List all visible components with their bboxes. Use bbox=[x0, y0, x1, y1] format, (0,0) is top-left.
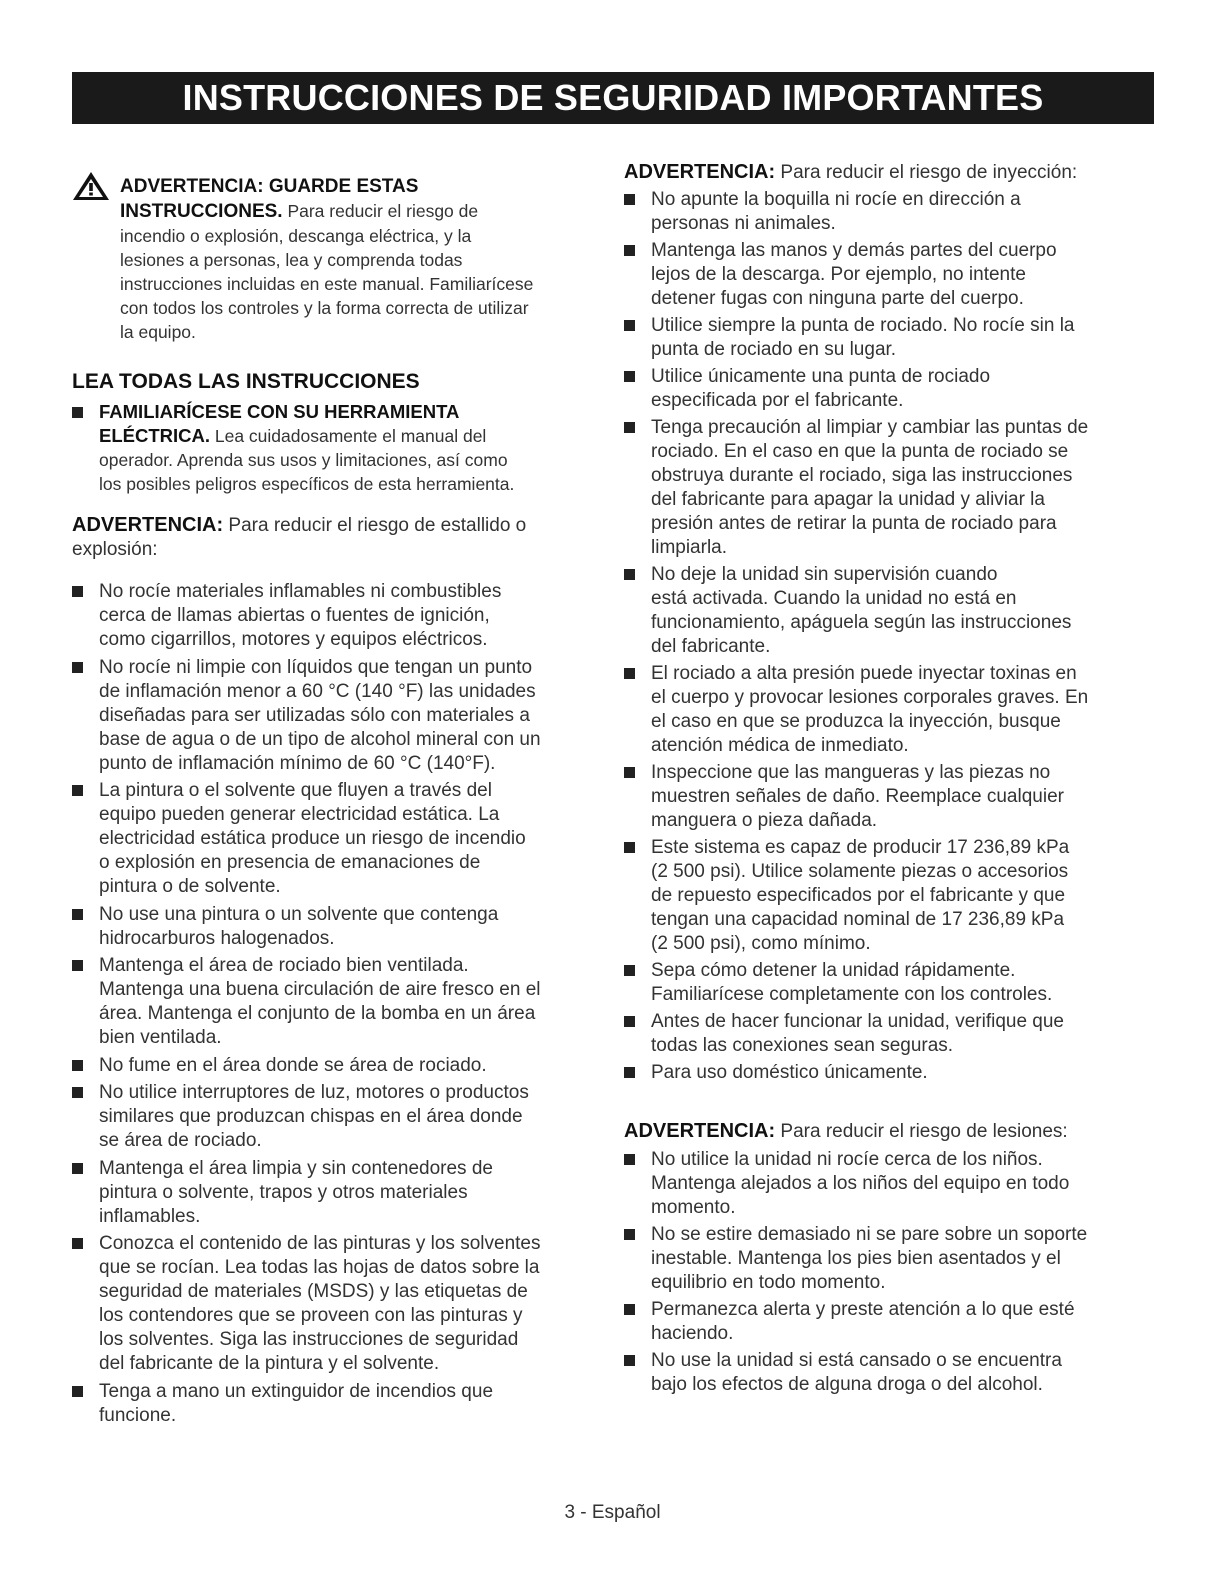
bullet-square-icon bbox=[624, 1304, 635, 1315]
bullet-square-icon bbox=[72, 960, 83, 971]
bullet-square-icon bbox=[72, 1386, 83, 1397]
bullet-line: Familiarícese completamente con los controles. bbox=[651, 984, 1053, 1005]
warning-explosion bbox=[72, 513, 592, 562]
injection-bullet-list bbox=[624, 188, 1154, 1088]
bullet-square-icon bbox=[72, 1087, 83, 1098]
bullet-line: bajo los efectos de alguna droga o del alcohol. bbox=[651, 1374, 1043, 1395]
bullet-square-icon bbox=[624, 1355, 635, 1366]
bullet-item bbox=[624, 1061, 1154, 1085]
bullet-square-icon bbox=[624, 194, 635, 205]
warning-line: lesiones a personas, lea y comprenda todas bbox=[120, 250, 463, 270]
bullet-square-icon bbox=[624, 668, 635, 679]
warning-text: Para reducir el riesgo de inyección: bbox=[780, 162, 1078, 183]
bullet-item bbox=[72, 954, 597, 1050]
bullet-line: El rociado a alta presión puede inyectar toxinas en bbox=[651, 663, 1077, 684]
bullet-line: No fume en el área donde se área de rociado. bbox=[99, 1054, 487, 1076]
warning-injury bbox=[624, 1119, 1154, 1144]
page-banner: INSTRUCCIONES DE SEGURIDAD IMPORTANTES bbox=[72, 72, 1154, 124]
bullet-line: todas las conexiones sean seguras. bbox=[651, 1035, 954, 1056]
bullet-square-icon bbox=[624, 371, 635, 382]
bullet-line: No deje la unidad sin supervisión cuando bbox=[651, 564, 998, 585]
bullet-line: (2 500 psi), como mínimo. bbox=[651, 933, 871, 954]
bullet-line: lejos de la descarga. Por ejemplo, no intente bbox=[651, 264, 1026, 285]
bullet-line: inflamables. bbox=[99, 1205, 201, 1227]
bullet-square-icon bbox=[624, 422, 635, 433]
bullet-line: Mantenga las manos y demás partes del cuerpo bbox=[651, 240, 1057, 261]
bullet-line: Mantenga alejados a los niños del equipo en todo bbox=[651, 1173, 1070, 1194]
bullet-line: punta de rociado en su lugar. bbox=[651, 339, 897, 360]
bullet-item bbox=[624, 662, 1154, 758]
bullet-line: momento. bbox=[651, 1197, 736, 1218]
warning-text: Para reducir el riesgo de bbox=[287, 201, 479, 221]
bullet-line: rociado. En el caso en que la punta de rociado se bbox=[651, 441, 1069, 462]
bullet-line: los solventes. Siga las instrucciones de seguridad bbox=[99, 1329, 519, 1350]
bullet-line: Para uso doméstico únicamente. bbox=[651, 1062, 928, 1083]
warning-line: instrucciones incluidas en este manual. Familiarícese bbox=[120, 274, 534, 294]
bullet-square-icon bbox=[624, 965, 635, 976]
warning-line: la equipo. bbox=[120, 322, 196, 342]
bullet-line: Utilice únicamente una punta de rociado bbox=[651, 366, 991, 387]
warning-triangle-icon bbox=[72, 171, 110, 201]
bullet-line: punto de inflamación mínimo de 60 °C (140°F). bbox=[99, 752, 496, 774]
bullet-line: Tenga a mano un extinguidor de incendios que bbox=[99, 1380, 494, 1402]
bullet-line: como cigarrillos, motores y equipos eléctricos. bbox=[99, 629, 488, 650]
bullet-line: equipo pueden generar electricidad estática. La bbox=[99, 804, 500, 825]
bullet-line: del fabricante de la pintura y el solvente. bbox=[99, 1353, 440, 1374]
bullet-item bbox=[624, 761, 1154, 833]
warning-label: ADVERTENCIA: bbox=[624, 161, 776, 183]
bullet-line: electricidad estática produce un riesgo de incendio bbox=[99, 828, 526, 849]
bullet-line: haciendo. bbox=[651, 1323, 734, 1344]
bullet-line: el caso en que se produzca la inyección, busque bbox=[651, 711, 1061, 732]
bullet-square-icon bbox=[624, 245, 635, 256]
bullet-line: de inflamación menor a 60 °C (140 °F) las unidades bbox=[99, 680, 536, 702]
bullet-line: especificada por el fabricante. bbox=[651, 390, 904, 411]
warning-line: incendio o explosión, descanga eléctrica, y la bbox=[120, 226, 472, 246]
bullet-line: seguridad de materiales (MSDS) y las etiquetas de bbox=[99, 1281, 528, 1302]
injury-bullet-list bbox=[624, 1148, 1154, 1400]
bullet-square-icon bbox=[624, 842, 635, 853]
bullet-square-icon bbox=[624, 320, 635, 331]
explosion-bullet-list bbox=[72, 580, 597, 1431]
bullet-square-icon bbox=[624, 1067, 635, 1078]
bullet-line: pintura o de solvente. bbox=[99, 876, 281, 897]
warning-injection bbox=[624, 160, 1154, 185]
bullet-line: funcionamiento, apáguela según las instrucciones bbox=[651, 612, 1072, 633]
familiar-heading: FAMILIARÍCESE CON SU HERRAMIENTA bbox=[99, 401, 460, 422]
bullet-line: diseñadas para ser utilizadas sólo con materiales a bbox=[99, 704, 530, 726]
familiar-text: Lea cuidadosamente el manual del bbox=[214, 426, 487, 446]
bullet-line: del fabricante. bbox=[651, 636, 771, 657]
bullet-square-icon bbox=[624, 1154, 635, 1165]
bullet-square-icon bbox=[72, 586, 83, 597]
bullet-line: No use una pintura o un solvente que contenga bbox=[99, 903, 499, 925]
warning-text: Para reducir el riesgo de lesiones: bbox=[780, 1121, 1068, 1142]
bullet-item bbox=[72, 1232, 597, 1376]
warning-save-instructions bbox=[120, 175, 600, 199]
page-footer: 3 - Español bbox=[564, 1502, 661, 1523]
bullet-line: bien ventilada. bbox=[99, 1027, 222, 1048]
warning-heading: ADVERTENCIA: GUARDE ESTAS bbox=[120, 176, 419, 197]
bullet-line: el cuerpo y provocar lesiones corporales graves. En bbox=[651, 687, 1089, 708]
bullet-line: Sepa cómo detener la unidad rápidamente. bbox=[651, 960, 1016, 981]
bullet-item bbox=[72, 656, 597, 776]
warning-text-cont: explosión: bbox=[72, 539, 158, 560]
bullet-item bbox=[624, 959, 1154, 1007]
bullet-line: de repuesto especificados por el fabricante y que bbox=[651, 885, 1066, 906]
bullet-square-icon bbox=[72, 909, 83, 920]
bullet-line: Utilice siempre la punta de rociado. No rocíe sin la bbox=[651, 315, 1075, 336]
bullet-line: hidrocarburos halogenados. bbox=[99, 927, 335, 949]
bullet-line: presión antes de retirar la punta de rociado para bbox=[651, 513, 1057, 534]
bullet-item bbox=[72, 779, 597, 899]
bullet-square-icon bbox=[72, 785, 83, 796]
bullet-line: obstruya durante el rociado, siga las instrucciones bbox=[651, 465, 1073, 486]
bullet-line: atención médica de inmediato. bbox=[651, 735, 909, 756]
bullet-line: tengan una capacidad nominal de 17 236,89 kPa bbox=[651, 909, 1065, 930]
bullet-item bbox=[624, 1148, 1154, 1220]
bullet-line: cerca de llamas abiertas o fuentes de ignición, bbox=[99, 605, 490, 626]
bullet-item bbox=[624, 836, 1154, 956]
bullet-line: No use la unidad si está cansado o se encuentra bbox=[651, 1350, 1062, 1371]
familiar-block bbox=[72, 400, 592, 496]
bullet-line: Mantenga el área limpia y sin contenedores de bbox=[99, 1157, 493, 1179]
bullet-line: Antes de hacer funcionar la unidad, verifique que bbox=[651, 1011, 1064, 1032]
bullet-line: Inspeccione que las mangueras y las piezas no bbox=[651, 762, 1051, 783]
bullet-line: (2 500 psi). Utilice solamente piezas o accesorios bbox=[651, 861, 1069, 882]
bullet-line: Mantenga el área de rociado bien ventilada. bbox=[99, 955, 469, 976]
bullet-line: se área de rociado. bbox=[99, 1130, 262, 1151]
warning-label: ADVERTENCIA: bbox=[72, 514, 224, 536]
bullet-item bbox=[624, 1010, 1154, 1058]
bullet-item bbox=[624, 1298, 1154, 1346]
bullet-square-icon bbox=[624, 1229, 635, 1240]
bullet-item bbox=[72, 1380, 597, 1428]
bullet-line: Tenga precaución al limpiar y cambiar las puntas de bbox=[651, 417, 1089, 438]
bullet-square-icon bbox=[72, 1060, 83, 1071]
warning-text: Para reducir el riesgo de estallido o bbox=[228, 515, 527, 536]
bullet-item bbox=[624, 1349, 1154, 1397]
bullet-line: o explosión en presencia de emanaciones de bbox=[99, 852, 481, 873]
warning-line: con todos los controles y la forma correcta de utilizar bbox=[120, 298, 529, 318]
familiar-line: los posibles peligros específicos de esta herramienta. bbox=[99, 474, 515, 494]
bullet-square-icon bbox=[72, 1238, 83, 1249]
bullet-item bbox=[72, 1054, 597, 1078]
bullet-line: inestable. Mantenga los pies bien asentados y el bbox=[651, 1248, 1061, 1269]
bullet-line: base de agua o de un tipo de alcohol mineral con un bbox=[99, 728, 541, 750]
bullet-line: del fabricante para apagar la unidad y aliviar la bbox=[651, 489, 1045, 510]
bullet-item bbox=[624, 563, 1154, 659]
bullet-line: Mantenga una buena circulación de aire fresco en el bbox=[99, 979, 541, 1000]
familiar-line: operador. Aprenda sus usos y limitaciones, así como bbox=[99, 450, 508, 470]
bullet-line: los contendores que se proveen con las pinturas y bbox=[99, 1305, 523, 1326]
bullet-line: que se rocían. Lea todas las hojas de datos sobre la bbox=[99, 1257, 540, 1278]
bullet-item bbox=[624, 314, 1154, 362]
bullet-item bbox=[624, 188, 1154, 236]
bullet-square-icon bbox=[72, 1163, 83, 1174]
bullet-line: pintura o solvente, trapos y otros materiales bbox=[99, 1181, 468, 1203]
bullet-line: muestren señales de daño. Reemplace cualquier bbox=[651, 786, 1064, 807]
bullet-line: está activada. Cuando la unidad no está en bbox=[651, 588, 1017, 609]
bullet-item bbox=[624, 365, 1154, 413]
bullet-square-icon bbox=[624, 569, 635, 580]
bullet-line: Conozca el contenido de las pinturas y los solventes bbox=[99, 1233, 541, 1254]
bullet-line: personas ni animales. bbox=[651, 213, 836, 234]
bullet-item bbox=[624, 1223, 1154, 1295]
bullet-line: detener fugas con ninguna parte del cuerpo. bbox=[651, 288, 1024, 309]
warning-heading-cont: INSTRUCCIONES. bbox=[120, 201, 283, 222]
bullet-item bbox=[72, 903, 597, 951]
bullet-line: No utilice interruptores de luz, motores o productos bbox=[99, 1082, 529, 1103]
bullet-line: La pintura o el solvente que fluyen a través del bbox=[99, 780, 492, 801]
bullet-line: No se estire demasiado ni se pare sobre un soporte bbox=[651, 1224, 1088, 1245]
bullet-item bbox=[72, 580, 597, 652]
bullet-line: Permanezca alerta y preste atención a lo que esté bbox=[651, 1299, 1075, 1320]
bullet-square-icon bbox=[624, 1016, 635, 1027]
warning-save-body bbox=[120, 199, 600, 344]
familiar-heading-cont: ELÉCTRICA. bbox=[99, 425, 210, 446]
bullet-item bbox=[624, 239, 1154, 311]
bullet-item bbox=[72, 1081, 597, 1153]
warning-label: ADVERTENCIA: bbox=[624, 1120, 776, 1142]
bullet-line: No rocíe materiales inflamables ni combustibles bbox=[99, 581, 502, 602]
bullet-line: área. Mantenga el conjunto de la bomba en un área bbox=[99, 1003, 536, 1024]
bullet-line: equilibrio en todo momento. bbox=[651, 1272, 886, 1293]
bullet-square-icon bbox=[624, 767, 635, 778]
bullet-square-icon bbox=[72, 662, 83, 673]
bullet-line: limpiarla. bbox=[651, 537, 728, 558]
bullet-line: Este sistema es capaz de producir 17 236,89 kPa bbox=[651, 837, 1070, 858]
bullet-line: No rocíe ni limpie con líquidos que tengan un punto bbox=[99, 656, 533, 678]
bullet-line: manguera o pieza dañada. bbox=[651, 810, 878, 831]
section-title: LEA TODAS LAS INSTRUCCIONES bbox=[72, 370, 420, 393]
bullet-line: funcione. bbox=[99, 1404, 177, 1426]
bullet-item bbox=[624, 416, 1154, 560]
bullet-line: No utilice la unidad ni rocíe cerca de los niños. bbox=[651, 1149, 1043, 1170]
bullet-line: No apunte la boquilla ni rocíe en dirección a bbox=[651, 189, 1021, 210]
bullet-line: similares que produzcan chispas en el área donde bbox=[99, 1106, 523, 1127]
bullet-item bbox=[72, 1157, 597, 1229]
